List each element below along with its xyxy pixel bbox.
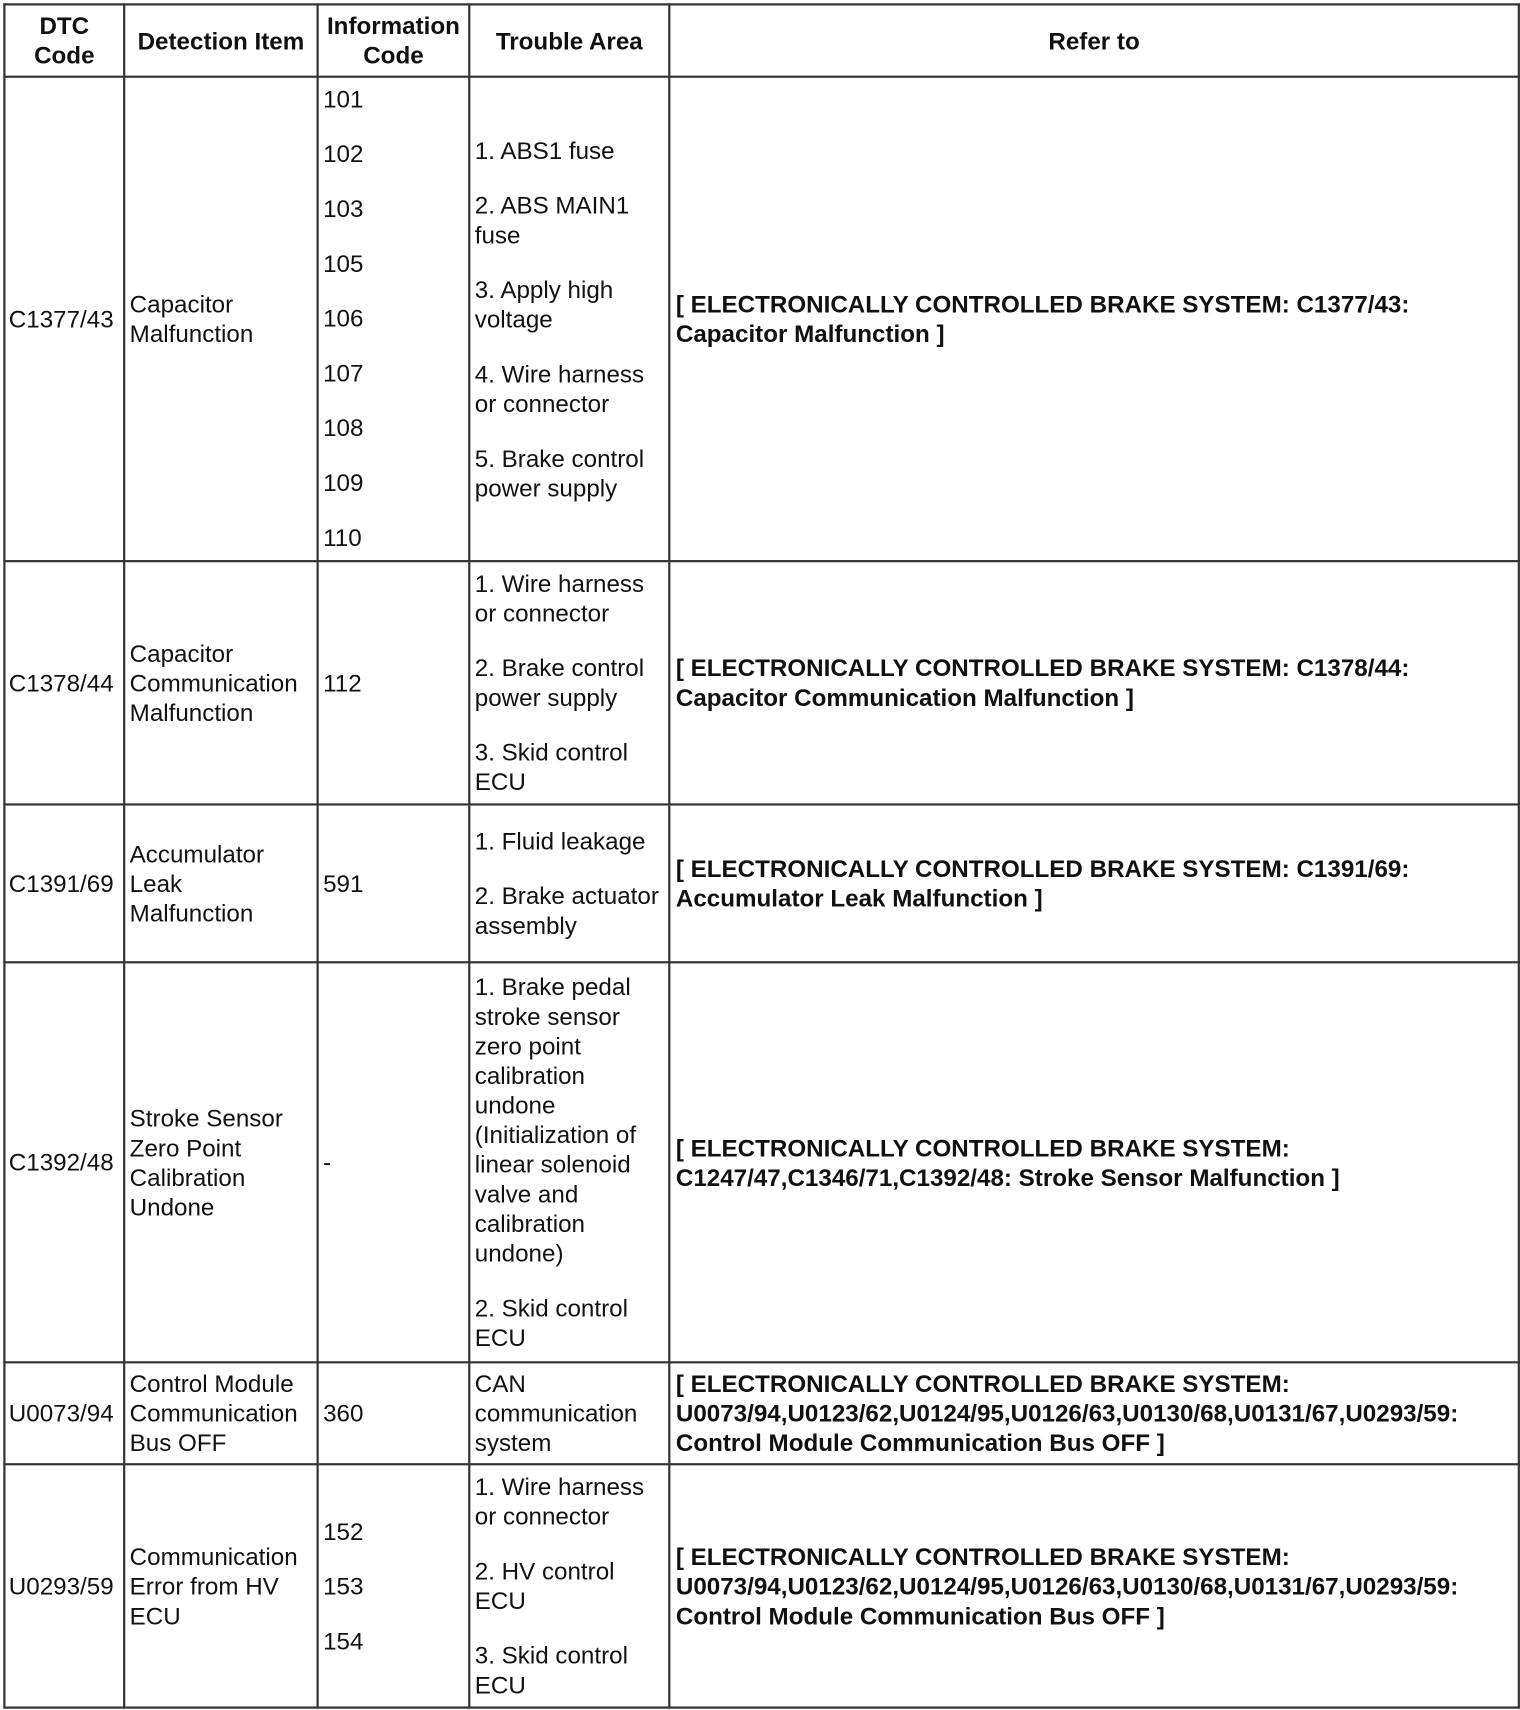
information-code: 106 bbox=[323, 304, 364, 333]
dtc-code-cell: U0073/94 bbox=[4, 1362, 124, 1464]
trouble-area-item: 5. Brake control power supply bbox=[474, 444, 645, 502]
information-code-cell bbox=[318, 1362, 470, 1464]
header-dtc-code: DTC Code bbox=[4, 4, 124, 76]
detection-item-cell: Accumulator Leak Malfunction bbox=[124, 804, 317, 962]
trouble-area-item: 1. Wire harness or connector bbox=[474, 1473, 645, 1531]
information-code: 591 bbox=[323, 869, 364, 898]
information-code: - bbox=[323, 1148, 332, 1177]
dtc-code-cell: C1392/48 bbox=[4, 962, 124, 1362]
refer-to-link[interactable]: [ ELECTRONICALLY CONTROLLED BRAKE SYSTEM: U0073/94,U0123/62,U0124/95,U0126/63,U0130/68,U0131/67,U0293/59: Control Module Communication Bus OFF ] bbox=[669, 1464, 1519, 1707]
detection-item-cell: Stroke Sensor Zero Point Calibration Undone bbox=[124, 962, 317, 1362]
trouble-area-item: CAN communication system bbox=[474, 1370, 638, 1457]
trouble-area-item: 3. Skid control ECU bbox=[474, 738, 628, 796]
table-header-row bbox=[4, 4, 1518, 76]
trouble-area-item: 4. Wire harness or connector bbox=[474, 360, 645, 418]
trouble-area-item: 3. Apply high voltage bbox=[474, 275, 614, 333]
trouble-area-item: 2. Brake actuator assembly bbox=[474, 882, 659, 940]
table-row bbox=[4, 1464, 1518, 1707]
detection-item-cell: Control Module Communication Bus OFF bbox=[124, 1362, 317, 1464]
information-code: 152 bbox=[323, 1517, 364, 1545]
header-information-code: Information Code bbox=[318, 4, 470, 76]
detection-item-cell: Capacitor Communication Malfunction bbox=[124, 561, 317, 804]
information-code: 109 bbox=[323, 469, 364, 497]
trouble-area-item: 3. Skid control ECU bbox=[474, 1641, 628, 1699]
dtc-table bbox=[3, 3, 1520, 1708]
trouble-area-cell bbox=[469, 962, 669, 1362]
table-row bbox=[4, 561, 1518, 804]
detection-item-cell: Communication Error from HV ECU bbox=[124, 1464, 317, 1707]
information-code: 107 bbox=[323, 359, 364, 387]
table-row bbox=[4, 962, 1518, 1362]
information-code: 102 bbox=[323, 140, 364, 168]
trouble-area-item: 1. Wire harness or connector bbox=[474, 569, 645, 627]
information-code: 105 bbox=[323, 249, 364, 278]
information-code: 112 bbox=[323, 669, 362, 697]
information-code-cell bbox=[318, 962, 470, 1362]
trouble-area-item: 2. Brake control power supply bbox=[474, 654, 645, 712]
information-code-cell bbox=[318, 804, 470, 962]
header-refer-to: Refer to bbox=[669, 4, 1519, 76]
trouble-area-cell bbox=[469, 561, 669, 804]
table-row bbox=[4, 1362, 1518, 1464]
trouble-area-cell bbox=[469, 1464, 669, 1707]
refer-to-link[interactable]: [ ELECTRONICALLY CONTROLLED BRAKE SYSTEM: C1247/47,C1346/71,C1392/48: Stroke Sensor Malfunction ] bbox=[669, 962, 1519, 1362]
trouble-area-item: 1. ABS1 fuse bbox=[474, 136, 615, 164]
trouble-area-item: 1. Fluid leakage bbox=[474, 827, 646, 855]
dtc-code-cell: C1378/44 bbox=[4, 561, 124, 804]
information-code: 154 bbox=[323, 1627, 364, 1655]
information-code: 360 bbox=[323, 1399, 364, 1427]
information-code-cell bbox=[318, 1464, 470, 1707]
trouble-area-item: 2. HV control ECU bbox=[474, 1557, 615, 1615]
information-code: 108 bbox=[323, 414, 364, 442]
detection-item-cell: Capacitor Malfunction bbox=[124, 77, 317, 561]
trouble-area-item: 1. Brake pedal stroke sensor zero point calibration undone (Initialization of linear solenoid valve and calibration undone) bbox=[474, 973, 637, 1267]
information-code: 153 bbox=[323, 1572, 364, 1600]
information-code: 101 bbox=[323, 85, 364, 113]
header-trouble-area: Trouble Area bbox=[469, 4, 669, 76]
table-row bbox=[4, 804, 1518, 962]
trouble-area-cell bbox=[469, 77, 669, 561]
refer-to-link[interactable]: [ ELECTRONICALLY CONTROLLED BRAKE SYSTEM: U0073/94,U0123/62,U0124/95,U0126/63,U0130/68,U0131/67,U0293/59: Control Module Communication Bus OFF ] bbox=[669, 1362, 1519, 1464]
information-code: 103 bbox=[323, 195, 364, 223]
information-code-cell bbox=[318, 561, 470, 804]
trouble-area-cell bbox=[469, 1362, 669, 1464]
refer-to-link[interactable]: [ ELECTRONICALLY CONTROLLED BRAKE SYSTEM: C1378/44: Capacitor Communication Malfunction ] bbox=[669, 561, 1519, 804]
dtc-code-cell: C1391/69 bbox=[4, 804, 124, 962]
header-detection-item: Detection Item bbox=[124, 4, 317, 76]
dtc-code-cell: C1377/43 bbox=[4, 77, 124, 561]
refer-to-link[interactable]: [ ELECTRONICALLY CONTROLLED BRAKE SYSTEM: C1377/43: Capacitor Malfunction ] bbox=[669, 77, 1519, 561]
trouble-area-item: 2. Skid control ECU bbox=[474, 1294, 628, 1352]
information-code-cell bbox=[318, 77, 470, 561]
information-code: 110 bbox=[323, 523, 362, 552]
dtc-code-cell: U0293/59 bbox=[4, 1464, 124, 1707]
refer-to-link[interactable]: [ ELECTRONICALLY CONTROLLED BRAKE SYSTEM: C1391/69: Accumulator Leak Malfunction ] bbox=[669, 804, 1519, 962]
table-row bbox=[4, 77, 1518, 561]
trouble-area-item: 2. ABS MAIN1 fuse bbox=[474, 191, 630, 249]
trouble-area-cell bbox=[469, 804, 669, 962]
